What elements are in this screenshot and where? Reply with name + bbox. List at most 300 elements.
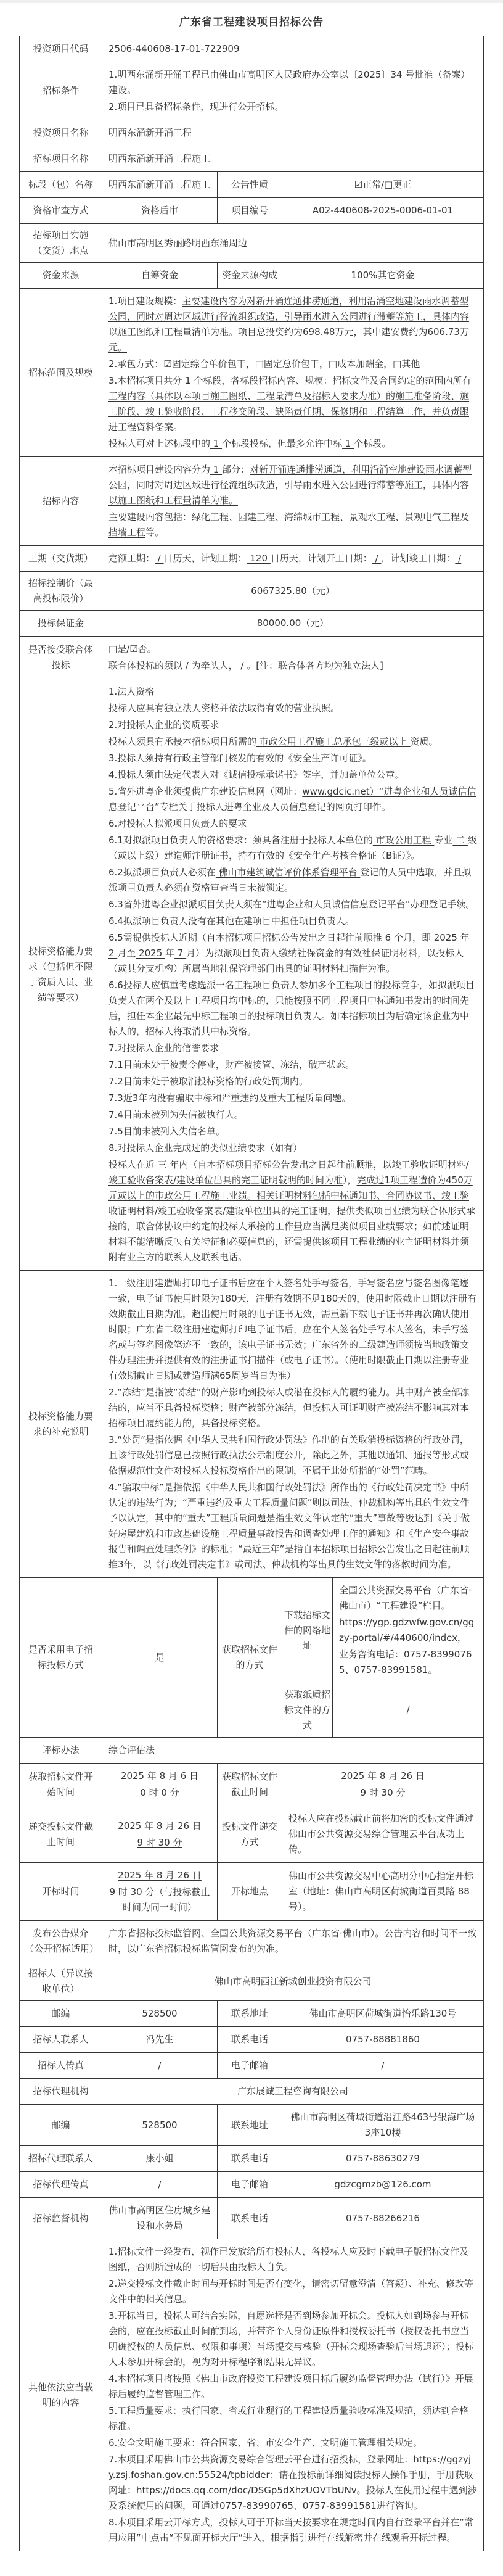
paragraph [108, 236, 477, 251]
text-run: 年 [165, 947, 175, 959]
investment-project-name-label: 投资项目名称 [19, 120, 102, 146]
agency-contact-value2 [282, 2146, 483, 2172]
e-bidding-mid-label: 获取招标文件的方式 [217, 1578, 282, 1738]
construction-period-value [102, 546, 483, 572]
text-run: 投标人应在投标截止前将加密的投标文件通过佛山市公共资源交易综合管理云平台成功上传。 [288, 1813, 473, 1855]
paragraph [108, 2403, 477, 2434]
text-run: 主要建设内容包括： [108, 511, 192, 522]
text-run: 1.法人资格 [108, 686, 155, 697]
text-run: 佛山市高明区荷城街道怡乐路130号 [309, 2008, 457, 2019]
paragraph [108, 1743, 477, 1758]
text-run: 6.安全文明施工要求：符合国家、省、市安全生产、文明施工管理相关规定。 [108, 2437, 423, 2448]
text-run: 投标人应具有独立法人资格并依法取得有效的营业执照。 [108, 703, 340, 714]
text-run: 3.投标人须持有行政主管部门核发的有效的《安全生产许可证》。 [108, 753, 372, 764]
filled-blank: 1 [182, 375, 194, 386]
agency-postcode-label2: 联系地址 [217, 2105, 282, 2146]
filled-blank: 6 [382, 932, 394, 943]
control-price-value [102, 572, 483, 611]
filled-blank: 2025 年 8 月 26 日 [341, 1770, 425, 1781]
agency-fax-label: 招标代理传真 [19, 2172, 102, 2198]
text-run: 年内（自本招标项目招标公告发出之日起往前顺推，以 [170, 1159, 392, 1170]
table-row-tender-project-name [19, 146, 483, 172]
text-run: 个标段。 [354, 438, 391, 449]
text-run: 2.递交投标文件截止时间与开标时间是否有变化，请密切留意澄清（答疑）、补充、修改等文件中的相关信息。 [108, 2278, 473, 2305]
bid-opening-value [102, 1863, 217, 1921]
table-row-e-bidding [19, 1578, 483, 1683]
table-row-fund-source [19, 263, 483, 289]
text-run: 1. [108, 69, 118, 80]
e-bidding-sub1-value [332, 1578, 483, 1683]
paragraph [339, 1615, 477, 1646]
tenderer-fax-label2: 电子邮箱 [217, 2053, 282, 2079]
table-row-agency [19, 2079, 483, 2105]
project-code-label: 投资项目代码 [19, 36, 102, 62]
project-code-value [102, 36, 483, 62]
table-row-tenderer-fax [19, 2053, 483, 2079]
text-run: A02-440608-2025-0006-01-01 [312, 205, 454, 216]
qualification-supplement-label: 投标资格能力要求的补充说明 [19, 1271, 102, 1578]
paragraph [108, 2118, 211, 2133]
evaluation-method-label: 评标办法 [19, 1738, 102, 1764]
bid-opening-label2: 开标地点 [217, 1863, 282, 1921]
text-run: 个标段投标，但最多允许中标 [222, 438, 343, 449]
filled-blank: 2025 [430, 932, 460, 943]
text-run: ，计划竣工日期： [381, 553, 456, 564]
paragraph [108, 584, 477, 599]
filled-blank: 主要建设内容为对新开涌连通排涝通道，利用沿涌空地建设雨水调蓄型公园，同时对周边区域进行径流组织改造，引导雨水进入公园进行滞蓄等施工，具体内容以施工图纸和工程量清单为准。项目总投资约为698.48万元，其中建安费约为606.73万元。 [108, 295, 469, 353]
paragraph [108, 1926, 477, 1957]
paragraph [108, 1432, 477, 1479]
filled-blank: 0 时 0 分 [140, 1787, 179, 1798]
text-run: 广东省招标投标监管网、全国公共资源交易平台（广东省·佛山市）。公告内容和时间不一致时，以广东省招标投标监管网发布的为准。 [108, 1928, 477, 1954]
page-title: 广东省工程建设项目招标公告 [179, 16, 324, 28]
paragraph [108, 373, 477, 435]
paragraph [108, 897, 477, 912]
paragraph [339, 1703, 477, 1718]
text-run: 为牵头人， [191, 660, 238, 671]
text-run: 明西东涌新开涌工程施工 [108, 179, 210, 190]
paragraph [108, 1107, 477, 1123]
paragraph [108, 816, 477, 832]
filled-blank: 1 [210, 438, 223, 449]
text-run: 8.对投标人企业完成过的类似业绩要求（如有） [108, 1142, 303, 1154]
text-run: 广东展诚工程咨询有限公司 [237, 2086, 348, 2097]
text-run: 1.招标文件一经发布，视作已发放给所有投标人，各投标人应及时下载电子版招标文件及图纸，否则所造成的一切后果由投标人自负。 [108, 2246, 469, 2273]
section-name-value [102, 172, 217, 198]
text-run: （与投标截止时间为同一时间） [122, 1886, 210, 1913]
filled-blank: 市政公用工程 [372, 835, 435, 846]
doc-obtain-time-label: 获取招标文件开始时间 [19, 1764, 102, 1806]
filled-blank: 市政公用工程施工总承包三级或以上 [256, 736, 411, 747]
section-name-label2: 公告性质 [217, 172, 282, 198]
filled-blank: 绿化工程、园建工程、海绵城市工程、景观水工程、景观电气工程及挡墙工程 [108, 511, 470, 538]
supervision-value2 [282, 2198, 483, 2239]
text-run: 资质。 [410, 736, 438, 747]
table-row-consortium-bid [19, 637, 483, 679]
text-run: gdzcgmzb@126.com [334, 2179, 431, 2190]
table-row-bidder-qualification [19, 679, 483, 1271]
text-run: 个标段，各标段招标内容、规模： [194, 375, 333, 386]
paragraph [108, 436, 477, 452]
paragraph [108, 717, 477, 733]
bid-submission-value2 [282, 1806, 483, 1863]
paragraph [108, 41, 477, 57]
section-name-label: 标段（包）名称 [19, 172, 102, 198]
paragraph [288, 2151, 477, 2166]
paragraph [108, 1057, 477, 1073]
control-price-label: 招标控制价（最高投标限价） [19, 572, 102, 611]
text-run: 2506-440608-17-01-722909 [108, 43, 240, 54]
text-run: 6.3省外进粤企业拟派项目负责人须在“进粤企业和人员诚信信息登记平台”办理登记手续。 [108, 899, 475, 910]
paragraph [108, 658, 477, 674]
filled-blank: www.gdcic.net）“进粤企业和人员诚信信息登记平台” [108, 786, 476, 812]
text-run: 6.对投标人拟派项目负责人的要求 [108, 818, 247, 829]
filled-blank: 二 [452, 835, 468, 846]
text-run: 0757-88881860 [346, 2034, 420, 2045]
paragraph [108, 294, 477, 355]
filled-blank: / [182, 660, 192, 671]
text-run: 批准（备案）建设。 [108, 69, 470, 96]
text-run: 2.“冻结”是指被“冻结”的财产影响到投标人或潜在投标人的履约能力。其中财产被全部冻结的，应当不具备投标资格；财产被部分冻结，但投标人可证明财产被冻结不影响其对本招标项目履约能力的，具备投标资格。 [108, 1387, 470, 1429]
tender-project-name-value [102, 146, 483, 172]
text-run: 登记的人员中选取，并且拟派项目负责人必须在资格审查当日未被锁定。 [108, 867, 472, 893]
paragraph [108, 551, 477, 566]
filled-blank: 120 [247, 553, 271, 564]
tender-content-label: 招标内容 [19, 457, 102, 546]
text-run: 提供类似项目业绩为联合体形式承接的，联合体协议中约定的投标人承接的工作量应当满足类似项目业绩要求；如前述证明材料不能清晰反映有关特征和必要信息的，还需提供该项目工程业绩的业主证明材料并须附有业主方的联系人及联系电话。 [108, 1205, 476, 1263]
text-run: 4.投标人须由法定代表人对《诚信投标承诺书》签字，并加盖单位公章。 [108, 769, 404, 780]
filled-blank: 佛山市建筑诚信评价体系管理平台 [215, 867, 361, 878]
table-row-agency-fax [19, 2172, 483, 2198]
e-bidding-sub1-label: 下载招标文件的网络地址 [282, 1578, 332, 1683]
bidder-qualification-label: 投标资格能力要求（包括但不限于资质人员、业绩等要求） [19, 679, 102, 1271]
text-run: 8.本项目采用云开标方式，投标人可于开标当天按要求在规定时间内自行登录平台并在“常用应用”中点击“不见面开标大厅”进入，根据指引进行在线解密并在线观看开标过程。 [108, 2517, 474, 2543]
agency-value [102, 2079, 483, 2105]
filled-blank: / [237, 660, 247, 671]
filled-blank: 9 时 30 分 [109, 1886, 155, 1897]
fund-source-label: 资金来源 [19, 263, 102, 289]
e-bidding-sub2-label: 获取纸质招标文件的方式 [282, 1683, 332, 1738]
table-row-agency-contact [19, 2146, 483, 2172]
text-run: 7.1目前未处于被责令停业，财产被接管、冻结，破产状态。 [108, 1059, 354, 1070]
tender-conditions-label: 招标条件 [19, 62, 102, 120]
text-run: 7.4目前未被列为失信被执行人。 [108, 1109, 243, 1120]
paragraph [108, 2058, 211, 2073]
e-bidding-label: 是否采用电子招标投标方式 [19, 1578, 102, 1738]
bid-submission-value [102, 1806, 217, 1863]
text-run: 个月，即 [393, 932, 431, 943]
filled-blank: 2025 [136, 947, 166, 959]
filled-blank: 9 时 30 分 [360, 1787, 406, 1798]
paragraph [108, 642, 477, 657]
supervision-label2: 联系电话 [217, 2198, 282, 2239]
supervision-value [102, 2198, 217, 2239]
paragraph [108, 357, 477, 372]
filled-blank: 2025 年 8 月 6 日 [120, 1770, 199, 1781]
agency-fax-value2 [282, 2172, 483, 2198]
text-run: 1.项目建设规模： [108, 295, 182, 307]
table-row-bid-bond [19, 611, 483, 637]
bid-submission-label2: 投标文件递交方式 [217, 1806, 282, 1863]
table-row-control-price [19, 572, 483, 611]
tenderer-fax-value2 [282, 2053, 483, 2079]
text-run: / [158, 2179, 162, 2190]
filled-blank: 2 [108, 947, 118, 959]
paragraph [339, 1647, 477, 1678]
text-run: 0757-88630279 [346, 2153, 420, 2164]
text-run: 综合评估法 [108, 1744, 155, 1756]
text-run: 0757-88266216 [346, 2212, 420, 2224]
qualification-supplement-value [102, 1271, 483, 1578]
table-row-investment-project-name [19, 120, 483, 146]
bid-bond-value [102, 611, 483, 637]
tender-conditions-value [102, 62, 483, 120]
text-run: 日历天，计划开工日期： [270, 553, 372, 564]
text-run: 全国公共资源交易平台（广东省·佛山市）“工程建设”栏目。 [338, 1585, 472, 1611]
paragraph [108, 151, 477, 167]
agency-fax-label2: 电子邮箱 [217, 2172, 282, 2198]
filled-blank: / [372, 553, 382, 564]
text-run: 投标人在近 [108, 1159, 155, 1170]
text-run: 康小姐 [145, 2153, 174, 2164]
paragraph [108, 2006, 211, 2021]
paragraph [339, 1583, 477, 1614]
table-row-qualification-review [19, 198, 483, 224]
text-run: 7.5目前未被列入失信名单。 [108, 1126, 225, 1137]
paragraph [108, 1074, 477, 1089]
agency-contact-label: 招标代理联系人 [19, 2146, 102, 2172]
paragraph [108, 2177, 211, 2192]
paragraph [108, 268, 211, 283]
filled-blank: 招标文件及合同约定的范围内所有工程内容（具体以本项目施工图纸、工程量清单及招标人要求为准）的施工准备阶段、施工阶段、竣工验收阶段、工程移交阶段、缺陷责任期、保修期和工程结算工作，并负责跟进工程资料备案。 [108, 375, 472, 432]
paragraph [288, 2177, 477, 2192]
text-run: 月至 [117, 947, 136, 959]
fund-source-value [102, 263, 217, 289]
text-run: 7.3近3年内没有骗取中标和严重违约及重大工程质量问题。 [108, 1092, 351, 1104]
paragraph [108, 1276, 477, 1384]
paragraph [108, 1124, 477, 1139]
agency-contact-value [102, 2146, 217, 2172]
text-run: 专业 [434, 835, 453, 846]
paragraph [108, 1480, 477, 1572]
other-contents-value [102, 2239, 483, 2551]
qualification-review-label2: 项目编号 [217, 198, 282, 224]
tenderer-label: 招标人（异议接收单位） [19, 1962, 102, 2001]
text-run: 7.对投标人企业的信誉要求 [108, 1042, 219, 1054]
text-run: 业务咨询电话：0757-83990765、0757-83991581。 [338, 1649, 472, 1675]
paragraph [288, 2110, 477, 2140]
paragraph [108, 2276, 477, 2307]
text-run: / [381, 2060, 385, 2071]
paragraph [108, 684, 477, 700]
table-row-other-contents [19, 2239, 483, 2551]
table-row-tender-content [19, 457, 483, 546]
paragraph [108, 67, 477, 98]
text-run: 6.5需提供投标人近期（自本招标项目招标公告发出之日起往前顺推 [108, 932, 382, 943]
paragraph [108, 2435, 477, 2451]
bid-bond-label: 投标保证金 [19, 611, 102, 637]
project-location-label: 招标项目实施（交货）地点 [19, 224, 102, 263]
paragraph [108, 616, 477, 631]
paragraph [108, 2371, 477, 2402]
table-row-tenderer-contact [19, 2027, 483, 2053]
paragraph [288, 203, 477, 218]
paragraph [108, 767, 477, 783]
paragraph [108, 1385, 477, 1431]
agency-postcode-label: 邮编 [19, 2105, 102, 2146]
text-run: 月）为拟派项目负责人缴纳社保资金的有效社保证明材料，以投标人（或其分支机构）所属当地社保管理部门出具的证明材料扫描件为准。 [108, 947, 464, 974]
paragraph [108, 99, 477, 115]
tender-content-value [102, 457, 483, 546]
paragraph [108, 177, 211, 192]
text-run: 年 [460, 932, 470, 943]
paragraph [108, 1818, 211, 1834]
text-run: 明西东涌新开涌工程 [108, 127, 192, 138]
tenderer-contact-value [102, 2027, 217, 2053]
paragraph [108, 833, 477, 864]
text-run: 佛山市高明区住房城乡建设和水务局 [108, 2205, 211, 2231]
text-run: 6.1对拟派项目负责人的资格要求：须具备注册于投标人本单位的 [108, 835, 373, 846]
paragraph [108, 914, 477, 929]
paragraph [108, 784, 477, 815]
filled-blank: / [155, 553, 164, 564]
doc-obtain-time-value2 [282, 1764, 483, 1806]
qualification-review-value [102, 198, 217, 224]
text-run: 资格后审 [141, 205, 178, 216]
paragraph [108, 1868, 211, 1883]
text-run: 部分： [222, 464, 250, 475]
text-run: 。[注：联合体各方均为独立法人] [247, 660, 383, 671]
text-run: 等。 [145, 527, 165, 538]
announcement-media-label: 发布公告媒介（公开招标适用） [19, 1921, 102, 1962]
text-run: 3.开标当日，投标人可结合实际，自愿选择是否到场参加开标会。投标人如到场参与开标会的，应在投标截止时间前到场，并带齐个人身份证原件和授权委托书（授权委托书应当明确授权的人员信息、权限和事项）当场提交与核验（开标会现场查验后当场退还）；投标人未参加开标会的，视为对开标程序和结果无异议。 [108, 2310, 474, 2368]
table-row-tenderer-postcode [19, 2001, 483, 2027]
tenderer-fax-value [102, 2053, 217, 2079]
top-strip [0, 0, 503, 3]
fund-source-value2 [282, 263, 483, 289]
text-run: / [406, 1704, 410, 1715]
doc-obtain-time-value [102, 1764, 217, 1806]
announcement-media-value [102, 1921, 483, 1962]
table-row-bid-submission [19, 1806, 483, 1863]
paragraph [108, 2244, 477, 2275]
text-run: 佛山市高明区荷城街道沿江路463号银海广场3座10楼 [290, 2112, 475, 2138]
text-run: 100%其它资金 [351, 270, 415, 281]
bid-submission-label: 递交投标文件截止时间 [19, 1806, 102, 1863]
tender-project-name-label: 招标项目名称 [19, 146, 102, 172]
doc-obtain-time-label2: 获取招标文件截止时间 [217, 1764, 282, 1806]
paragraph [108, 2515, 477, 2546]
text-run: 6.6投标人应慎重考虑选派一名工程项目负责人参加多个工程项目的投标竞争，如拟派项目负责人在两个及以上工程项目均中标的，只能按照不同工程项目中标通知书发出的时间先后，担任本企业最先中标工程项目的投标项目负责人。如本招标项目为后确定该企业为中标人的，招标人将取消其中标资格。 [108, 980, 475, 1037]
filled-blank: / [455, 553, 462, 564]
tenderer-contact-label2: 联系电话 [217, 2027, 282, 2053]
paragraph [288, 177, 477, 192]
text-run: 3.“处罚”是指依据《中华人民共和国行政处罚法》作出的有关取消投标资格的行政处罚，且该行政处罚信息已按照行政执法公示制度公开，除此之外，其他以通知、通报等形式或依据规范性文件对投标人投标资格作出的限制，不属于此处所指的“处罚”范畴。 [108, 1434, 469, 1476]
other-contents-label: 其他依法应当载明的内容 [19, 2239, 102, 2551]
e-bidding-value: 是 [102, 1578, 217, 1738]
paragraph [288, 268, 477, 283]
qualification-review-label: 资格审查方式 [19, 198, 102, 224]
investment-project-name-value [102, 120, 483, 146]
filled-blank: 2025 年 8 月 26 日 [118, 1820, 202, 1831]
paragraph [108, 510, 477, 540]
evaluation-method-value [102, 1738, 483, 1764]
text-run: 6067325.80（元） [251, 585, 335, 597]
text-run: 4.本招标项目将按照《佛山市政府投资工程建设项目标后履约监督管理办法（试行）》开展标后履约监督管理工作。 [108, 2373, 473, 2400]
text-run: 2.项目已具备招标条件，现进行公开招标。 [108, 101, 284, 112]
bidder-qualification-value [102, 679, 483, 1271]
text-run: 联合体投标的须以 [108, 660, 182, 671]
text-run: https://ygp.gdzwfw.gov.cn/ggzy-portal/#/440600/index， [338, 1617, 475, 1643]
paragraph [108, 462, 477, 508]
table-row-qualification-supplement [19, 1271, 483, 1578]
table-row-project-location [19, 224, 483, 263]
paragraph [108, 1785, 211, 1801]
text-run: 冯先生 [145, 2034, 174, 2045]
table-row-evaluation-method [19, 1738, 483, 1764]
paragraph [288, 1785, 477, 1801]
filled-blank: 对新开涌连通排涝通道，利用沿涌空地建设雨水调蓄型公园，同时对周边区域进行径流组织改造，引导雨水进入公园进行滞蓄等施工，具体内容以施工图纸和工程量清单为准。 [108, 464, 472, 506]
text-run: 6.4拟派项目负责人没有在其他在建项目中担任项目负责人。 [108, 915, 354, 927]
bid-opening-label: 开标时间 [19, 1863, 102, 1921]
table-row-agency-postcode [19, 2105, 483, 2146]
paragraph [288, 2058, 477, 2073]
paragraph [108, 1835, 211, 1851]
fund-source-label2: 资金来源构成 [217, 263, 282, 289]
text-run: 6.2拟派项目负责人必须在 [108, 867, 216, 878]
agency-postcode-value2 [282, 2105, 483, 2146]
tenderer-postcode-label: 邮编 [19, 2001, 102, 2027]
construction-period-label: 工期（交货期） [19, 546, 102, 572]
paragraph [288, 2211, 477, 2226]
filled-blank: 9 时 30 分 [137, 1836, 182, 1848]
text-run: 自筹资金 [141, 270, 178, 281]
text-run: ☑正常/□更正 [354, 179, 412, 190]
table-row-tenderer [19, 1962, 483, 2001]
text-run: ）， [343, 1174, 357, 1186]
table-row-doc-obtain-time [19, 1764, 483, 1806]
text-run: 5.工程质量要求：执行国家、省或行业现行的工程建设质量验收标准及规范，须达到合格标准。 [108, 2405, 469, 2432]
text-run: 佛山市公共资源交易中心高明分中心指定开标室（地址：佛山市高明区荷城街道百灵路 88 号）。 [288, 1870, 473, 1912]
text-run: 3.本招标项目共分 [108, 375, 182, 386]
text-run: 本招标项目建设内容分为 [108, 464, 210, 475]
text-run: 528500 [142, 2119, 178, 2131]
paragraph [108, 2151, 211, 2166]
table-row-announcement-media [19, 1921, 483, 1962]
qualification-review-value2 [282, 198, 483, 224]
tender-scope-value [102, 289, 483, 457]
table-row-section-name [19, 172, 483, 198]
filled-blank: 明西东涌新开涌工程已由佛山市高明区人民政府办公室以〔2025〕34 号 [117, 69, 415, 80]
tenderer-contact-value2 [282, 2027, 483, 2053]
text-run: 明西东涌新开涌工程施工 [108, 153, 210, 164]
announcement-table [19, 36, 484, 2551]
paragraph [108, 1974, 477, 1989]
paragraph [108, 930, 477, 976]
agency-postcode-value [102, 2105, 217, 2146]
bid-opening-value2 [282, 1863, 483, 1921]
text-run: 佛山市高明西江新城创业投资有限公司 [214, 1975, 372, 1987]
paragraph [108, 2308, 477, 2370]
filled-blank: 1 [342, 438, 354, 449]
paragraph [108, 1157, 477, 1265]
paragraph [288, 1769, 477, 1784]
paragraph [108, 978, 477, 1039]
supervision-label: 招标监督机构 [19, 2198, 102, 2239]
text-run: 投标人须具有承接本招标项目所需的 [108, 736, 256, 747]
paragraph [288, 1811, 477, 1857]
text-run: / [158, 2060, 162, 2071]
